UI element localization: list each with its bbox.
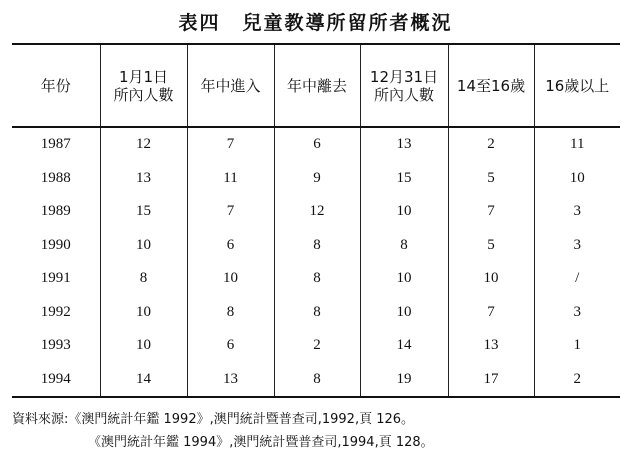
header-departed: 年中離去 (274, 44, 360, 127)
cell-age-16-plus: 3 (534, 296, 620, 330)
cell-year: 1992 (40, 303, 71, 320)
table-header (12, 44, 620, 127)
table-row (12, 229, 620, 263)
table-caption: 兒童教導所留所者概況 (242, 12, 453, 34)
cell-admitted: 7 (187, 127, 274, 162)
table-number: 表四 (178, 12, 221, 34)
header-row (12, 44, 620, 127)
header-dec31-count: 12月31日 所內人數 (360, 44, 448, 127)
cell-admitted: 8 (187, 296, 274, 330)
cell-dec31-count: 10 (360, 296, 448, 330)
cell-jan1-count: 14 (100, 363, 187, 398)
cell-age-14-16: 7 (448, 296, 534, 330)
cell-departed: 8 (274, 229, 360, 263)
cell-age-16-plus: 10 (534, 162, 620, 196)
cell-admitted: 11 (187, 162, 274, 196)
table-body (12, 127, 620, 397)
cell-departed: 12 (274, 195, 360, 229)
table-title (0, 8, 631, 35)
cell-jan1-count: 10 (100, 296, 187, 330)
cell-year: 1988 (40, 169, 71, 186)
source-note (12, 408, 622, 454)
header-jan1-count: 1月1日 所內人數 (100, 44, 187, 127)
cell-jan1-count: 15 (100, 195, 187, 229)
cell-year: 1989 (40, 203, 71, 220)
table-row (12, 363, 620, 398)
cell-year: 1994 (12, 363, 100, 398)
cell-year: 1991 (40, 270, 71, 287)
cell-jan1-count: 12 (100, 127, 187, 162)
cell-dec31-count: 13 (360, 127, 448, 162)
cell-departed: 8 (274, 296, 360, 330)
cell-year: 1987 (40, 136, 71, 153)
source-line-1: 資料來源:《澳門統計年鑑 1992》,澳門統計暨普查司,1992,頁 126。 (12, 412, 415, 427)
table-row (12, 127, 620, 162)
cell-admitted: 10 (187, 262, 274, 296)
cell-age-16-plus: 3 (534, 229, 620, 263)
cell-departed: 9 (274, 162, 360, 196)
cell-age-16-plus: / (534, 262, 620, 296)
cell-admitted: 13 (187, 363, 274, 398)
source-line-2: 《澳門統計年鑑 1994》,澳門統計暨普查司,1994,頁 128。 (88, 435, 434, 450)
cell-age-16-plus: 11 (534, 127, 620, 162)
cell-jan1-count: 10 (100, 229, 187, 263)
cell-admitted: 7 (187, 195, 274, 229)
cell-admitted: 6 (187, 329, 274, 363)
cell-dec31-count: 19 (360, 363, 448, 398)
table-row (12, 296, 620, 330)
cell-year: 1993 (40, 337, 71, 354)
cell-departed: 6 (274, 127, 360, 162)
table-row (12, 162, 620, 196)
table-row (12, 329, 620, 363)
cell-jan1-count: 13 (100, 162, 187, 196)
cell-age-14-16: 5 (448, 162, 534, 196)
cell-departed: 2 (274, 329, 360, 363)
cell-age-16-plus: 1 (534, 329, 620, 363)
cell-year: 1990 (40, 236, 71, 253)
cell-dec31-count: 14 (360, 329, 448, 363)
cell-age-14-16: 13 (448, 329, 534, 363)
cell-departed: 8 (274, 363, 360, 398)
cell-age-14-16: 17 (448, 363, 534, 398)
cell-dec31-count: 8 (360, 229, 448, 263)
header-age-14-16: 14至16歲 (448, 44, 534, 127)
cell-jan1-count: 10 (100, 329, 187, 363)
table-row (12, 262, 620, 296)
cell-age-14-16: 10 (448, 262, 534, 296)
header-age-16-plus: 16歲以上 (534, 44, 620, 127)
statistics-table (12, 43, 620, 398)
cell-dec31-count: 10 (360, 262, 448, 296)
cell-age-14-16: 7 (448, 195, 534, 229)
cell-dec31-count: 15 (360, 162, 448, 196)
cell-admitted: 6 (187, 229, 274, 263)
cell-age-16-plus: 2 (534, 363, 620, 398)
cell-jan1-count: 8 (100, 262, 187, 296)
header-admitted: 年中進入 (187, 44, 274, 127)
cell-dec31-count: 10 (360, 195, 448, 229)
cell-age-14-16: 5 (448, 229, 534, 263)
cell-age-14-16: 2 (448, 127, 534, 162)
header-year: 年份 (12, 44, 100, 127)
cell-age-16-plus: 3 (534, 195, 620, 229)
cell-departed: 8 (274, 262, 360, 296)
table-row (12, 195, 620, 229)
